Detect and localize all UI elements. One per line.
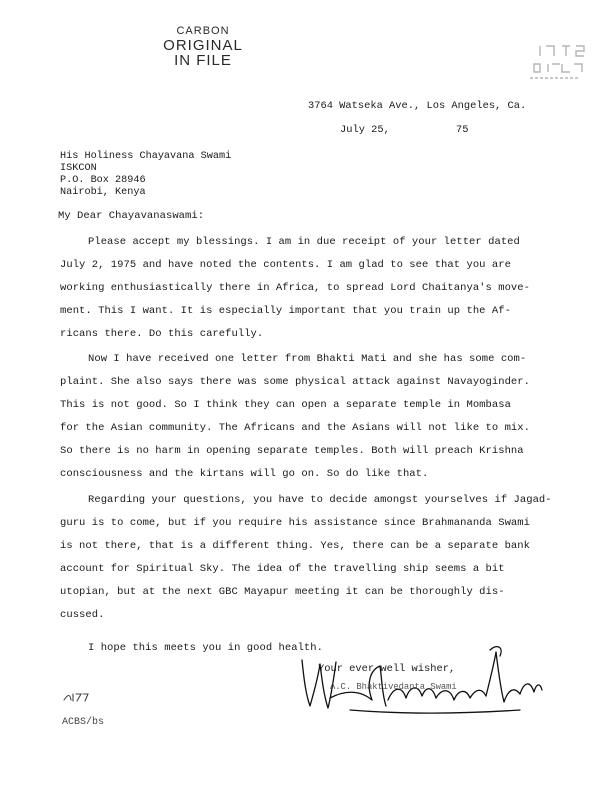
stamp-line-2: ORIGINAL bbox=[163, 36, 243, 54]
body-line-7: plaint. She also says there was some physical attack against Navayoginder. bbox=[60, 376, 530, 388]
sender-address: 3764 Watseka Ave., Los Angeles, Ca. bbox=[308, 100, 527, 112]
recipient-line-2: ISKCON bbox=[60, 163, 97, 174]
stamp-line-1: CARBON bbox=[176, 25, 230, 37]
letter-date: July 25, bbox=[340, 124, 390, 136]
body-line-1: Please accept my blessings. I am in due receipt of your letter dated bbox=[88, 236, 520, 248]
closing: Your ever well wisher, bbox=[318, 663, 456, 675]
typed-signature: A.C. Bhaktivedanta Swami bbox=[330, 682, 457, 692]
body-line-15: account for Spiritual Sky. The idea of the travelling ship seems a bit bbox=[60, 563, 505, 575]
body-line-16: utopian, but at the next GBC Mayapur meeting it can be thoroughly dis- bbox=[60, 586, 505, 598]
body-line-5: ricans there. Do this carefully. bbox=[60, 328, 264, 340]
salutation: My Dear Chayavanaswami: bbox=[58, 210, 205, 222]
body-line-3: working enthusiastically there in Africa, to spread Lord Chaitanya's move- bbox=[60, 282, 530, 294]
body-line-4: ment. This I want. It is especially important that you train up the Af- bbox=[60, 305, 511, 317]
recipient-line-4: Nairobi, Kenya bbox=[60, 187, 146, 198]
recipient-line-3: P.O. Box 28946 bbox=[60, 175, 146, 186]
body-line-8: This is not good. So I think they can open a separate temple in Mombasa bbox=[60, 399, 511, 411]
body-line-14: is not there, that is a different thing. Yes, there can be a separate bank bbox=[60, 540, 530, 552]
reference-initials: ACBS/bs bbox=[62, 717, 105, 728]
body-line-2: July 2, 1975 and have noted the contents. I am glad to see that you are bbox=[60, 259, 511, 271]
body-line-11: consciousness and the kirtans will go on. So do like that. bbox=[60, 468, 429, 480]
carbon-original-stamp bbox=[162, 26, 244, 69]
handwritten-initials-icon bbox=[62, 690, 92, 704]
stamp-line-3: IN FILE bbox=[174, 52, 232, 70]
body-line-10: So there is no harm in opening separate temples. Both will preach Krishna bbox=[60, 445, 524, 457]
body-line-6: Now I have received one letter from Bhakti Mati and she has some com- bbox=[88, 353, 527, 365]
faded-corner-stamp-icon bbox=[522, 40, 592, 86]
recipient-line-1: His Holiness Chayavana Swami bbox=[60, 151, 232, 162]
body-line-12: Regarding your questions, you have to decide amongst yourselves if Jagad- bbox=[88, 494, 552, 506]
body-line-13: guru is to come, but if you require his assistance since Brahmananda Swami bbox=[60, 517, 530, 529]
letter-year: 75 bbox=[456, 124, 469, 136]
body-line-17: cussed. bbox=[60, 609, 105, 621]
body-line-9: for the Asian community. The Africans and the Asians will not like to mix. bbox=[60, 422, 530, 434]
body-line-18: I hope this meets you in good health. bbox=[88, 642, 323, 654]
